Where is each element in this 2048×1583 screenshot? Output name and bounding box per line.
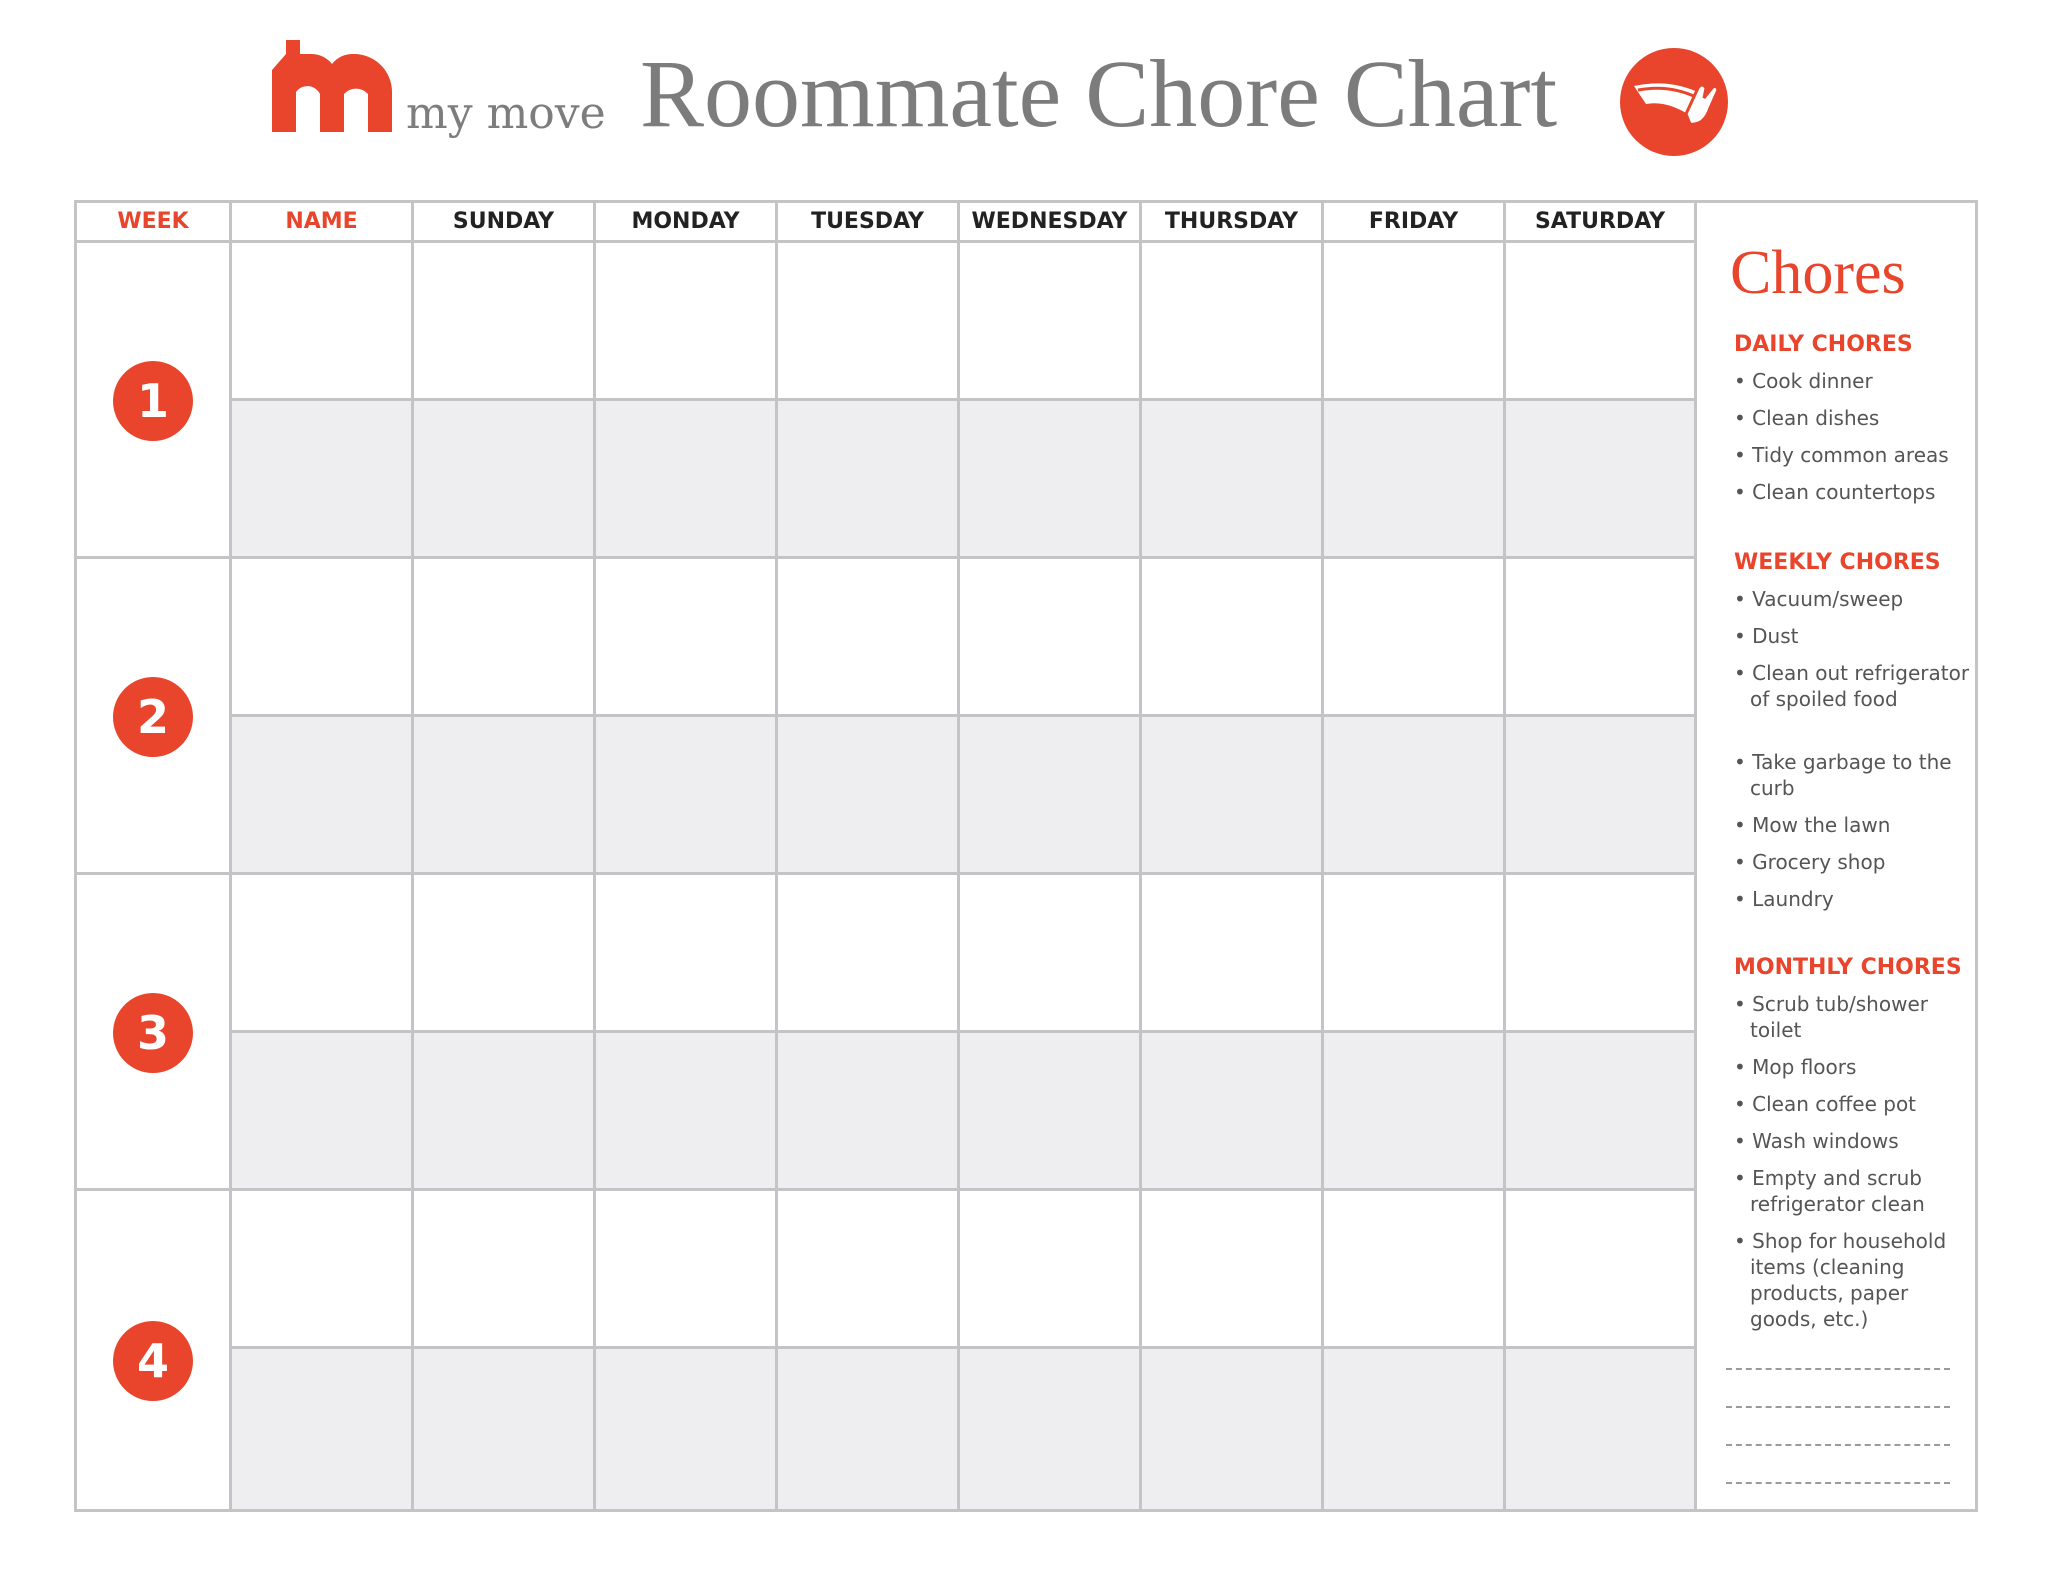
day-cell[interactable]	[1142, 1191, 1324, 1346]
day-cell[interactable]	[596, 1033, 778, 1188]
day-cell[interactable]	[778, 1349, 960, 1509]
name-cell[interactable]	[232, 1191, 414, 1346]
list-item: • Tidy common areas	[1734, 443, 1949, 467]
day-cell[interactable]	[414, 243, 596, 398]
list-item: • Empty and scrub refrigerator clean	[1734, 1166, 1925, 1216]
monthly-chores-heading: MONTHLY CHORES	[1734, 955, 1962, 980]
day-cell[interactable]	[960, 401, 1142, 556]
day-cell[interactable]	[1324, 1191, 1506, 1346]
table-row	[232, 717, 1697, 875]
column-header-sunday: SUNDAY	[414, 203, 596, 243]
name-cell[interactable]	[232, 559, 414, 714]
daily-chores-heading: DAILY CHORES	[1734, 332, 1913, 357]
day-cell[interactable]	[778, 243, 960, 398]
day-cell[interactable]	[1142, 875, 1324, 1030]
day-cell[interactable]	[1324, 717, 1506, 872]
list-item: • Clean dishes	[1734, 406, 1880, 430]
day-cell[interactable]	[778, 559, 960, 714]
column-header-week: WEEK	[77, 203, 232, 243]
day-cell[interactable]	[1506, 717, 1697, 872]
day-cell[interactable]	[1506, 559, 1697, 714]
list-item: • Clean out refrigerator of spoiled food	[1734, 661, 1970, 711]
day-cell[interactable]	[778, 1033, 960, 1188]
write-in-line[interactable]	[1726, 1406, 1950, 1408]
day-cell[interactable]	[1142, 559, 1324, 714]
day-cell[interactable]	[1324, 1033, 1506, 1188]
day-cell[interactable]	[414, 401, 596, 556]
table-row	[232, 875, 1697, 1033]
week-number-badge: 3	[113, 993, 193, 1073]
day-cell[interactable]	[414, 1033, 596, 1188]
day-cell[interactable]	[960, 875, 1142, 1030]
list-item: • Grocery shop	[1734, 850, 1886, 874]
chores-heading: Chores	[1730, 239, 1906, 307]
list-item: • Wash windows	[1734, 1129, 1899, 1153]
day-cell[interactable]	[596, 243, 778, 398]
table-row	[232, 401, 1697, 559]
day-cell[interactable]	[778, 1191, 960, 1346]
day-cell[interactable]	[1506, 243, 1697, 398]
column-header-thursday: THURSDAY	[1142, 203, 1324, 243]
day-cell[interactable]	[1506, 401, 1697, 556]
day-cell[interactable]	[960, 243, 1142, 398]
table-row	[232, 243, 1697, 401]
list-item: • Dust	[1734, 624, 1799, 648]
page-title: Roommate Chore Chart	[640, 40, 1558, 147]
list-item: • Mow the lawn	[1734, 813, 1891, 837]
week-block-4	[77, 1191, 1697, 1509]
week-cell	[77, 243, 232, 559]
day-cell[interactable]	[1506, 1191, 1697, 1346]
day-cell[interactable]	[778, 401, 960, 556]
day-cell[interactable]	[1324, 401, 1506, 556]
table-row	[232, 1191, 1697, 1349]
day-cell[interactable]	[1142, 243, 1324, 398]
table-row	[232, 559, 1697, 717]
name-cell[interactable]	[232, 243, 414, 398]
day-cell[interactable]	[1506, 1349, 1697, 1509]
write-in-line[interactable]	[1726, 1368, 1950, 1370]
week-cell	[77, 1191, 232, 1509]
list-item: • Scrub tub/shower toilet	[1734, 992, 1928, 1042]
day-cell[interactable]	[1506, 1033, 1697, 1188]
day-cell[interactable]	[960, 1191, 1142, 1346]
day-cell[interactable]	[414, 875, 596, 1030]
week-block-2	[77, 559, 1697, 875]
day-cell[interactable]	[960, 1033, 1142, 1188]
week-cell	[77, 559, 232, 875]
column-header-friday: FRIDAY	[1324, 203, 1506, 243]
name-cell[interactable]	[232, 401, 414, 556]
day-cell[interactable]	[1142, 1033, 1324, 1188]
brand-name: my move	[406, 88, 606, 139]
week-block-3	[77, 875, 1697, 1191]
day-cell[interactable]	[414, 717, 596, 872]
table-row	[232, 1349, 1697, 1509]
page-header	[0, 0, 2048, 190]
list-item: • Clean countertops	[1734, 480, 1936, 504]
day-cell[interactable]	[596, 717, 778, 872]
name-cell[interactable]	[232, 1349, 414, 1509]
list-item: • Cook dinner	[1734, 369, 1873, 393]
chores-sidebar	[1700, 200, 1970, 1510]
day-cell[interactable]	[1506, 875, 1697, 1030]
day-cell[interactable]	[960, 559, 1142, 714]
day-cell[interactable]	[414, 1349, 596, 1509]
day-cell[interactable]	[1324, 875, 1506, 1030]
write-in-line[interactable]	[1726, 1444, 1950, 1446]
day-cell[interactable]	[960, 717, 1142, 872]
day-cell[interactable]	[1142, 1349, 1324, 1509]
day-cell[interactable]	[1142, 401, 1324, 556]
day-cell[interactable]	[1324, 559, 1506, 714]
day-cell[interactable]	[1324, 1349, 1506, 1509]
day-cell[interactable]	[596, 875, 778, 1030]
list-item: • Clean coffee pot	[1734, 1092, 1917, 1116]
week-number-badge: 1	[113, 361, 193, 441]
column-header-saturday: SATURDAY	[1506, 203, 1697, 243]
list-item: • Take garbage to the curb	[1734, 750, 1952, 800]
name-cell[interactable]	[232, 875, 414, 1030]
name-cell[interactable]	[232, 717, 414, 872]
column-header-tuesday: TUESDAY	[778, 203, 960, 243]
list-item: • Vacuum/sweep	[1734, 587, 1904, 611]
week-block-1	[77, 243, 1697, 559]
table-row	[232, 1033, 1697, 1191]
day-cell[interactable]	[960, 1349, 1142, 1509]
mymove-m-logo-icon	[272, 40, 392, 132]
cleaning-hand-icon	[1620, 48, 1728, 156]
write-in-line[interactable]	[1726, 1482, 1950, 1484]
day-cell[interactable]	[596, 1349, 778, 1509]
list-item: • Laundry	[1734, 887, 1834, 911]
list-item: • Shop for household items (cleaning products, paper goods, etc.)	[1734, 1229, 1947, 1331]
name-cell[interactable]	[232, 1033, 414, 1188]
column-header-monday: MONDAY	[596, 203, 778, 243]
column-header-wednesday: WEDNESDAY	[960, 203, 1142, 243]
day-cell[interactable]	[1142, 717, 1324, 872]
day-cell[interactable]	[596, 1191, 778, 1346]
week-cell	[77, 875, 232, 1191]
day-cell[interactable]	[596, 401, 778, 556]
weekly-chores-heading: WEEKLY CHORES	[1734, 550, 1941, 575]
day-cell[interactable]	[414, 559, 596, 714]
list-item: • Mop floors	[1734, 1055, 1857, 1079]
week-number-badge: 2	[113, 677, 193, 757]
day-cell[interactable]	[778, 717, 960, 872]
week-number-badge: 4	[113, 1321, 193, 1401]
column-header-name: NAME	[232, 203, 414, 243]
day-cell[interactable]	[1324, 243, 1506, 398]
day-cell[interactable]	[778, 875, 960, 1030]
day-cell[interactable]	[414, 1191, 596, 1346]
day-cell[interactable]	[596, 559, 778, 714]
chore-table	[74, 200, 1978, 1512]
